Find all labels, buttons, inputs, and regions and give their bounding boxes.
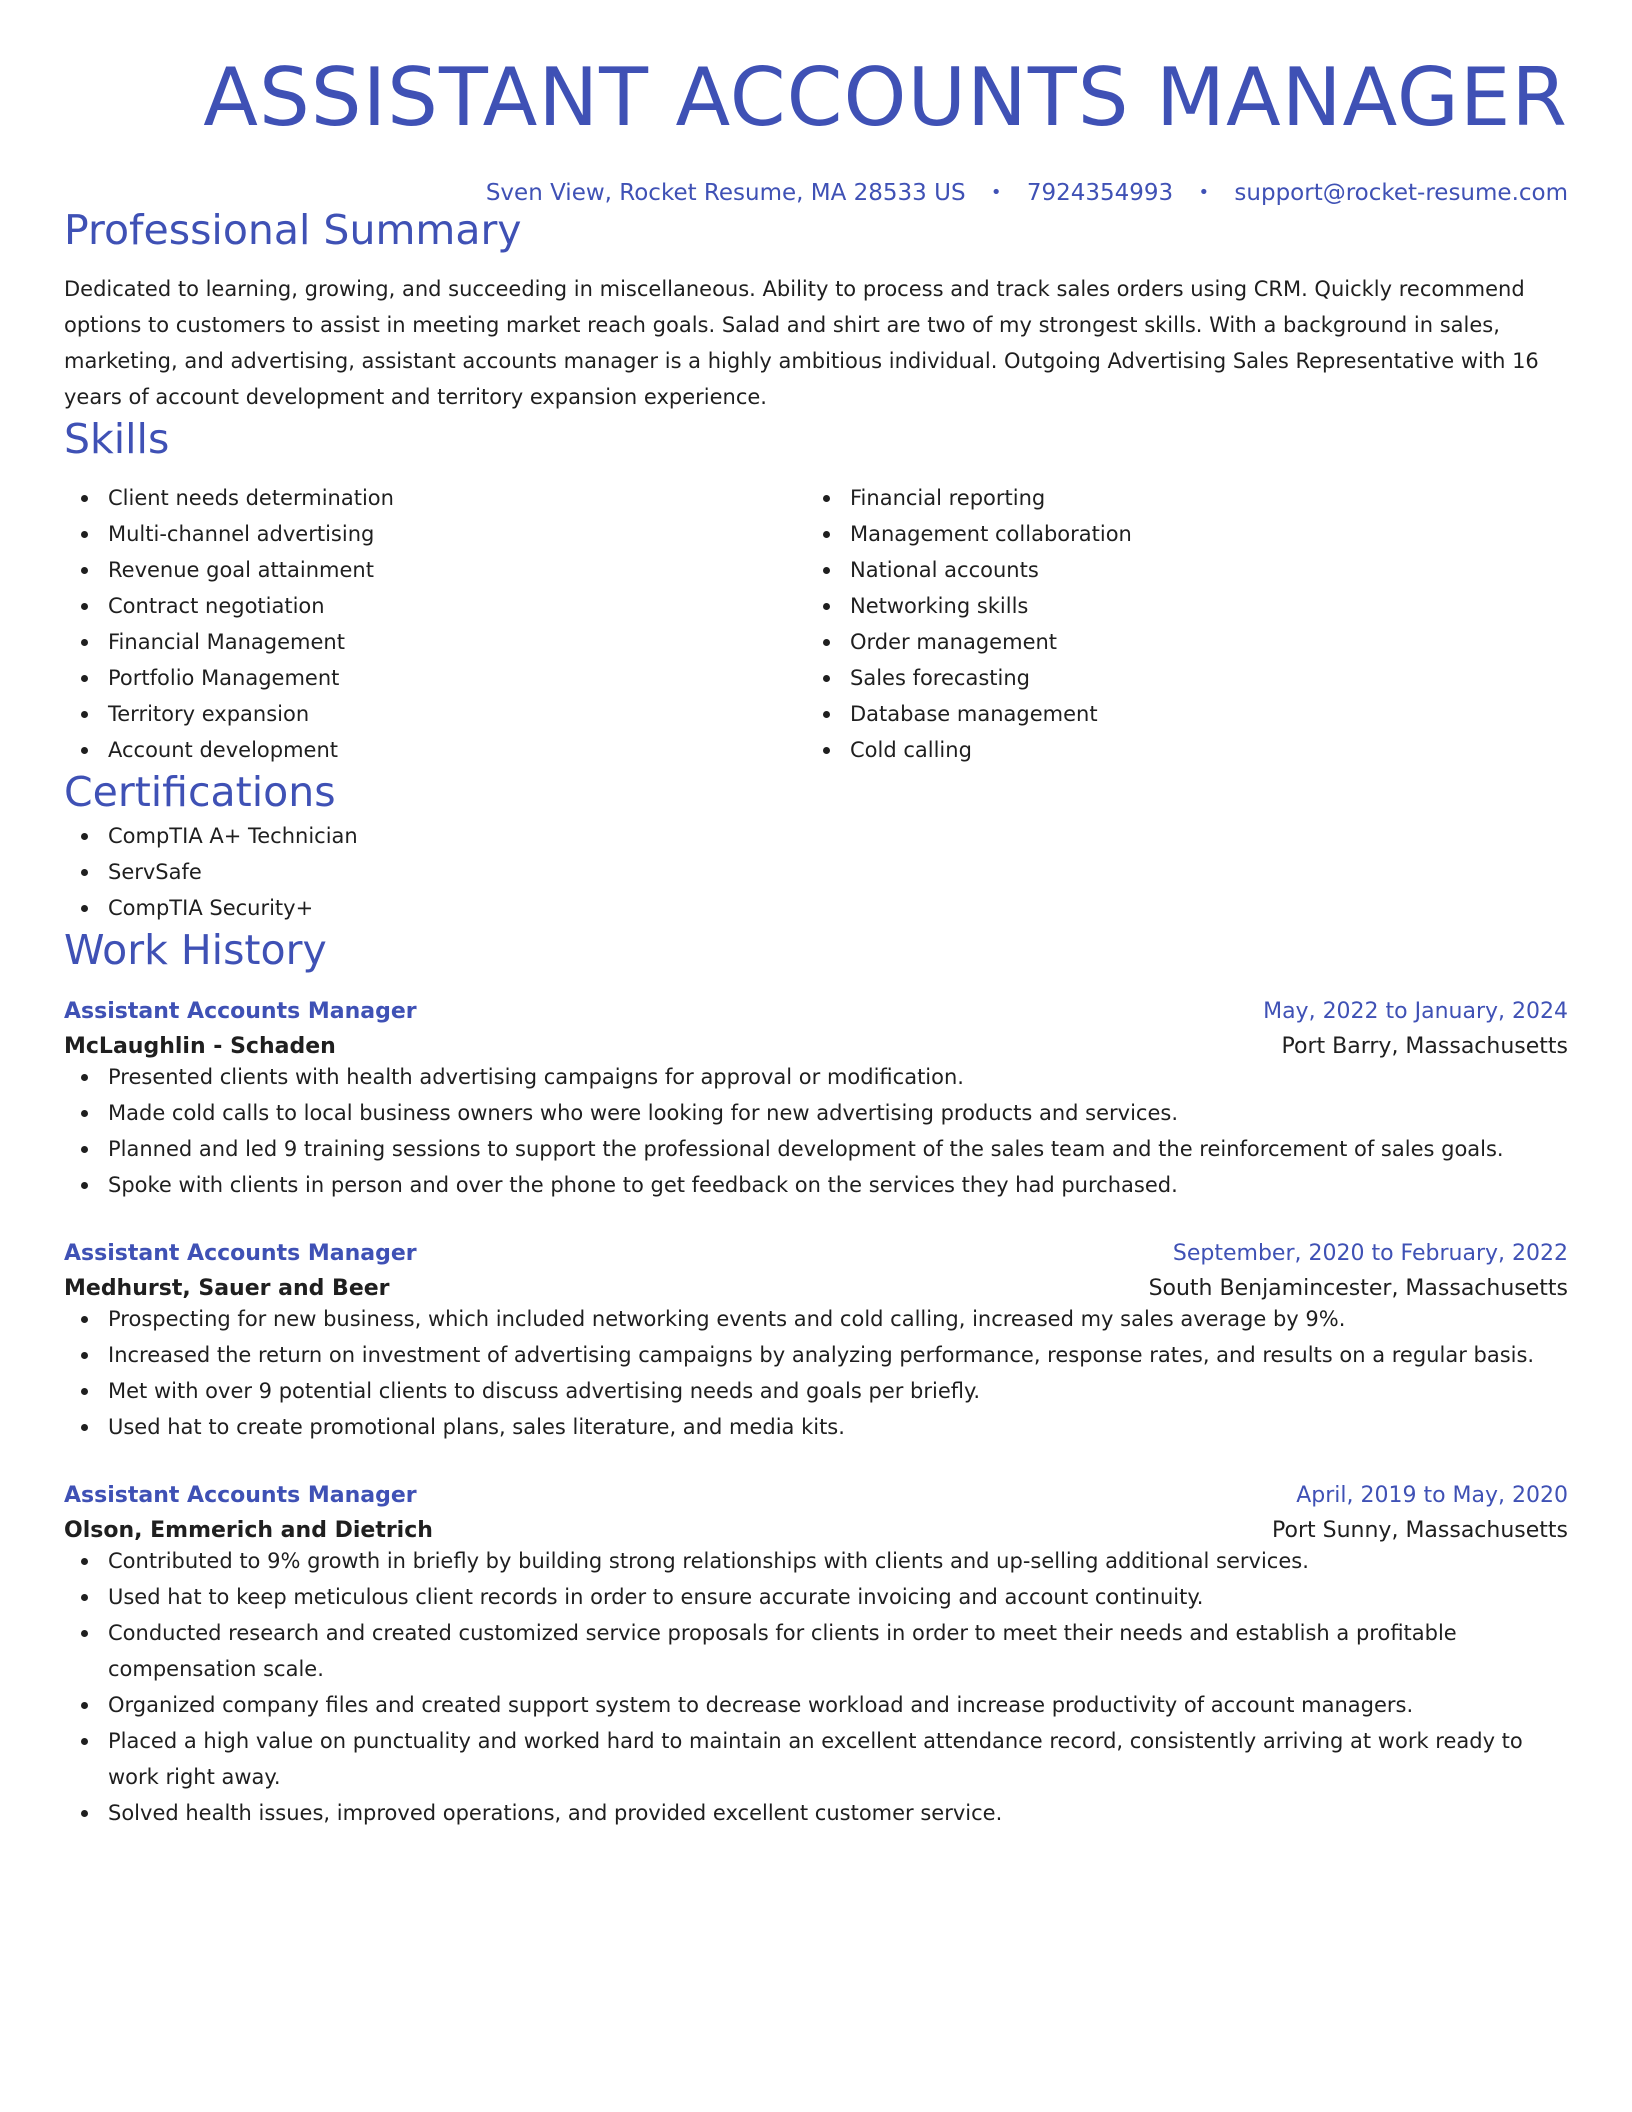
job-company: Olson, Emmerich and Dietrich: [64, 1517, 433, 1543]
certifications-heading: Certifications: [64, 768, 336, 817]
job-bullet: Met with over 9 potential clients to discuss advertising needs and goals per briefly.: [64, 1373, 1568, 1409]
skill-item: Revenue goal attainment: [64, 552, 806, 588]
skill-item: Sales forecasting: [806, 660, 1548, 696]
job-bullet: Spoke with clients in person and over the phone to get feedback on the services they had purchased.: [64, 1167, 1568, 1203]
job-employer-row: [64, 1034, 1568, 1059]
job-entry: [64, 1241, 1568, 1445]
certification-item: CompTIA Security+: [64, 890, 1568, 926]
job-bullet: Contributed to 9% growth in briefly by building strong relationships with clients and up-selling additional services.: [64, 1543, 1568, 1579]
skill-item: Client needs determination: [64, 480, 806, 516]
job-bullets: [64, 1301, 1568, 1445]
job-dates: May, 2022 to January, 2024: [1263, 998, 1568, 1024]
job-company: McLaughlin - Schaden: [64, 1033, 336, 1059]
job-location: Port Sunny, Massachusetts: [1272, 1517, 1568, 1543]
job-bullet: Solved health issues, improved operations, and provided excellent customer service.: [64, 1795, 1568, 1831]
job-employer-row: [64, 1276, 1568, 1301]
job-bullet: Used hat to create promotional plans, sales literature, and media kits.: [64, 1409, 1568, 1445]
job-title: Assistant Accounts Manager: [64, 998, 417, 1024]
work-history-section: [64, 926, 1568, 1831]
skills-heading: Skills: [64, 415, 170, 464]
job-bullets: [64, 1059, 1568, 1203]
job-entry: [64, 1483, 1568, 1831]
contact-phone: 7924354993: [1026, 180, 1174, 206]
job-location: Port Barry, Massachusetts: [1281, 1033, 1568, 1059]
job-location: South Benjamincester, Massachusetts: [1148, 1275, 1568, 1301]
certifications-section: [64, 768, 1568, 925]
job-bullet: Prospecting for new business, which included networking events and cold calling, increased my sales average by 9%.: [64, 1301, 1568, 1337]
job-bullet: Increased the return on investment of advertising campaigns by analyzing performance, response rates, and results on a regular basis.: [64, 1337, 1568, 1373]
job-dates: April, 2019 to May, 2020: [1296, 1482, 1568, 1508]
job-title: Assistant Accounts Manager: [64, 1482, 417, 1508]
contact-address: Sven View, Rocket Resume, MA 28533 US: [485, 180, 966, 206]
job-company: Medhurst, Sauer and Beer: [64, 1275, 390, 1301]
job-entry: [64, 999, 1568, 1203]
skill-item: Financial reporting: [806, 480, 1548, 516]
contact-separator: •: [990, 182, 1002, 203]
skill-item: Multi-channel advertising: [64, 516, 806, 552]
contact-line: [64, 180, 1568, 206]
certification-item: CompTIA A+ Technician: [64, 818, 1568, 854]
job-header-row: [64, 1483, 1568, 1508]
skills-list-left: [64, 480, 806, 768]
job-bullet: Used hat to keep meticulous client records in order to ensure accurate invoicing and account continuity.: [64, 1579, 1568, 1615]
summary-text: Dedicated to learning, growing, and succeeding in miscellaneous. Ability to process and track sales orders using CRM. Quickly recommend options to customers to assist in meeting market reach goals. Salad and shirt are two of my strongest skills. With a background in sales, marketing, and advertising, assistant accounts manager is a highly ambitious individual. Outgoing Advertising Sales Representative with 16 years of account development and territory expansion experience.: [64, 277, 1539, 410]
skill-item: Networking skills: [806, 588, 1548, 624]
job-bullet: Made cold calls to local business owners who were looking for new advertising products and services.: [64, 1095, 1568, 1131]
contact-email: support@rocket-resume.com: [1234, 180, 1568, 206]
resume-title: ASSISTANT ACCOUNTS MANAGER: [203, 51, 1568, 144]
job-bullet: Conducted research and created customized service proposals for clients in order to meet their needs and establish a profitable compensation scale.: [64, 1615, 1568, 1687]
job-dates: September, 2020 to February, 2022: [1172, 1240, 1568, 1266]
skills-list-right: [806, 480, 1548, 768]
job-bullet: Planned and led 9 training sessions to support the professional development of the sales team and the reinforcement of sales goals.: [64, 1131, 1568, 1167]
job-bullet: Presented clients with health advertising campaigns for approval or modification.: [64, 1059, 1568, 1095]
job-bullet: Organized company files and created support system to decrease workload and increase productivity of account managers.: [64, 1687, 1568, 1723]
certification-item: ServSafe: [64, 854, 1568, 890]
certifications-list: [64, 818, 1568, 926]
skill-item: National accounts: [806, 552, 1548, 588]
job-employer-row: [64, 1518, 1568, 1543]
skill-item: Contract negotiation: [64, 588, 806, 624]
skill-item: Portfolio Management: [64, 660, 806, 696]
skills-column-left: [64, 480, 806, 768]
skill-item: Management collaboration: [806, 516, 1548, 552]
summary-heading: Professional Summary: [64, 206, 522, 254]
job-bullets: [64, 1543, 1568, 1831]
job-bullet: Placed a high value on punctuality and worked hard to maintain an excellent attendance record, consistently arriving at work ready to work right away.: [64, 1723, 1568, 1795]
job-title: Assistant Accounts Manager: [64, 1240, 417, 1266]
skills-column-right: [806, 480, 1548, 768]
contact-separator: •: [1198, 182, 1210, 203]
skills-section: [64, 415, 1568, 768]
summary-section: [64, 206, 1568, 415]
job-header-row: [64, 1241, 1568, 1266]
skill-item: Database management: [806, 696, 1548, 732]
skill-item: Territory expansion: [64, 696, 806, 732]
skill-item: Financial Management: [64, 624, 806, 660]
skills-grid: [64, 480, 1568, 768]
skill-item: Order management: [806, 624, 1548, 660]
job-header-row: [64, 999, 1568, 1024]
work-history-heading: Work History: [64, 925, 327, 974]
skill-item: Account development: [64, 732, 806, 768]
skill-item: Cold calling: [806, 732, 1548, 768]
